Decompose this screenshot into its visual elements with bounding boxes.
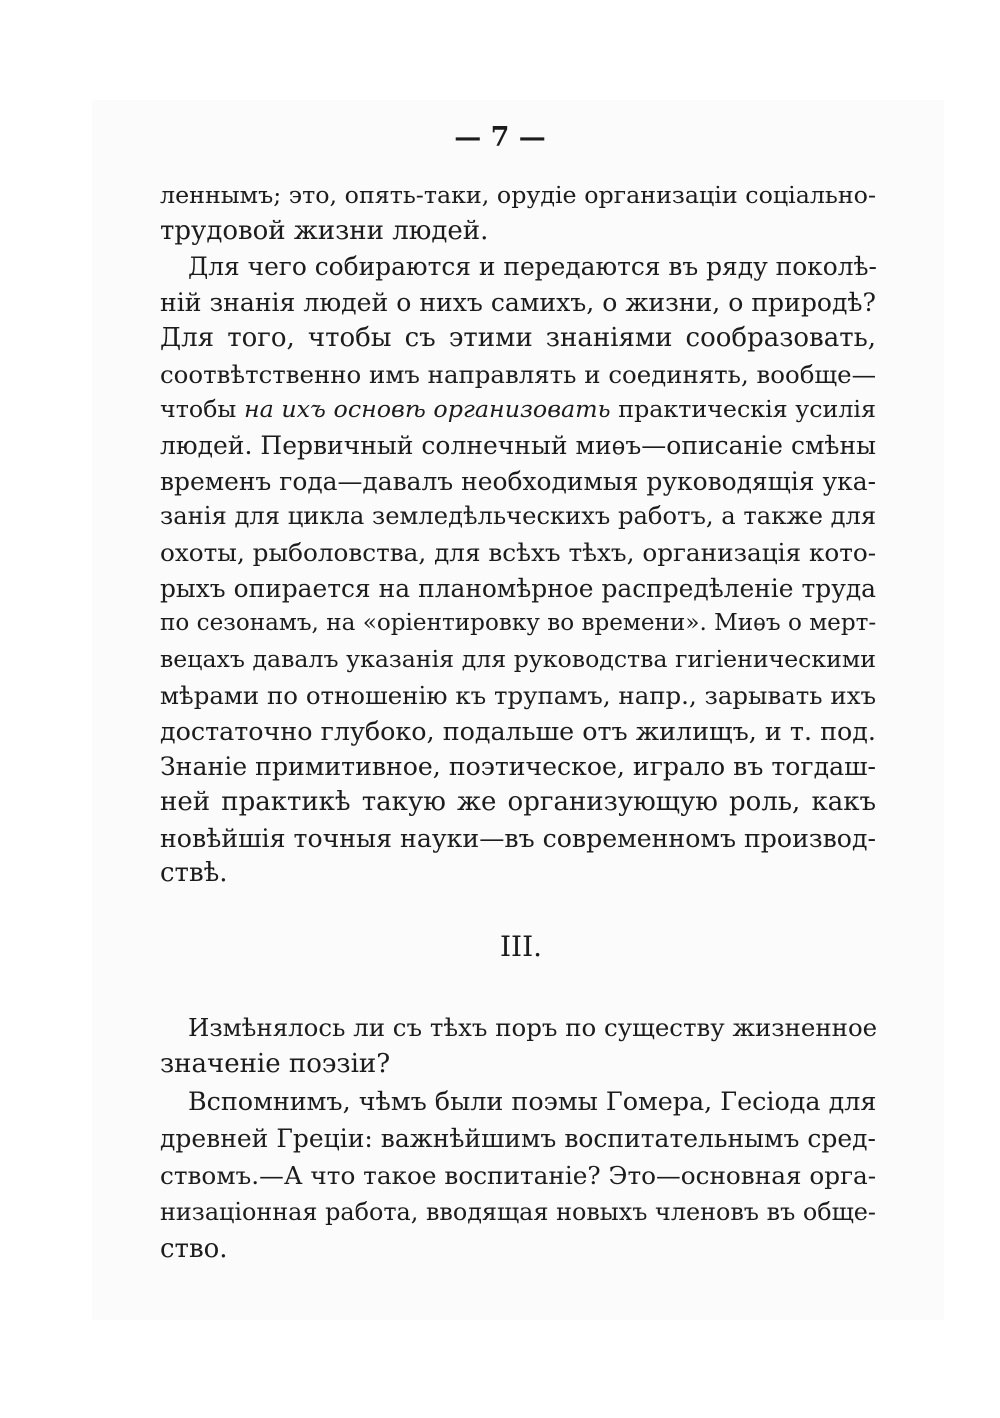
text-block-1	[160, 178, 876, 892]
text-line: охоты, рыболовства, для всѣхъ тѣхъ, организація кото-	[160, 538, 877, 568]
text-line: низаціонная работа, вводящая новыхъ членовъ въ обще-	[160, 1198, 876, 1226]
text-line: достаточно глубоко, подальше отъ жилищъ, и т. под.	[160, 715, 876, 746]
text-fragment: практическія усилія	[610, 395, 876, 424]
text-line: Для того, чтобы съ этими знаніями сообразовать,	[160, 322, 876, 353]
text-line: леннымъ; это, опять-таки, орудіе организаціи соціально-	[160, 181, 876, 209]
text-line: вецахъ давалъ указанія для руководства гигіеническими	[160, 645, 876, 674]
text-line: занія для цикла земледѣльческихъ работъ, а также для	[160, 502, 877, 531]
section-heading: III.	[499, 930, 543, 963]
text-line: Знаніе примитивное, поэтическое, играло въ тогдаш-	[160, 752, 876, 782]
text-line: Для чего собираются и передаются въ ряду поколѣ-	[188, 252, 877, 282]
page-number: — 7 —	[454, 122, 546, 153]
text-line: значеніе поэзіи?	[160, 1049, 391, 1079]
text-line: Измѣнялось ли съ тѣхъ поръ по существу жизненное	[188, 1013, 878, 1042]
text-line-with-emphasis	[160, 392, 876, 428]
text-line: рыхъ опирается на планомѣрное распредѣленіе труда	[160, 573, 876, 603]
emphasized-phrase: на ихъ основѣ организовать	[243, 395, 611, 424]
text-line: по сезонамъ, на «оріентировку во времени». Миѳъ о мерт-	[160, 610, 877, 637]
text-line: новѣйшія точныя науки—въ современномъ производ-	[160, 823, 876, 853]
text-line: людей. Первичный солнечный миѳъ—описаніе смѣны	[160, 430, 876, 460]
text-line: ній знанія людей о нихъ самихъ, о жизни, о природѣ?	[160, 288, 876, 318]
text-line: ствѣ.	[160, 858, 228, 889]
text-line: временъ года—давалъ необходимыя руководящія ука-	[160, 466, 876, 496]
text-line: трудовой жизни людей.	[160, 215, 489, 246]
text-line: ство.	[160, 1234, 228, 1264]
text-line: соотвѣтственно имъ направлять и соединять, вообще—	[160, 359, 876, 389]
text-block-2	[160, 1009, 876, 1268]
text-line: ней практикѣ такую же организующую роль, какъ	[160, 786, 876, 817]
text-fragment: чтобы	[160, 395, 244, 424]
text-line: ствомъ.—А что такое воспитаніе? Это—основная орга-	[160, 1161, 877, 1190]
text-line: мѣрами по отношенію къ трупамъ, напр., зарывать ихъ	[160, 680, 876, 710]
text-line: древней Греціи: важнѣйшимъ воспитательнымъ сред-	[160, 1124, 876, 1153]
text-line: Вспомнимъ, чѣмъ были поэмы Гомера, Гесіода для	[188, 1086, 877, 1116]
